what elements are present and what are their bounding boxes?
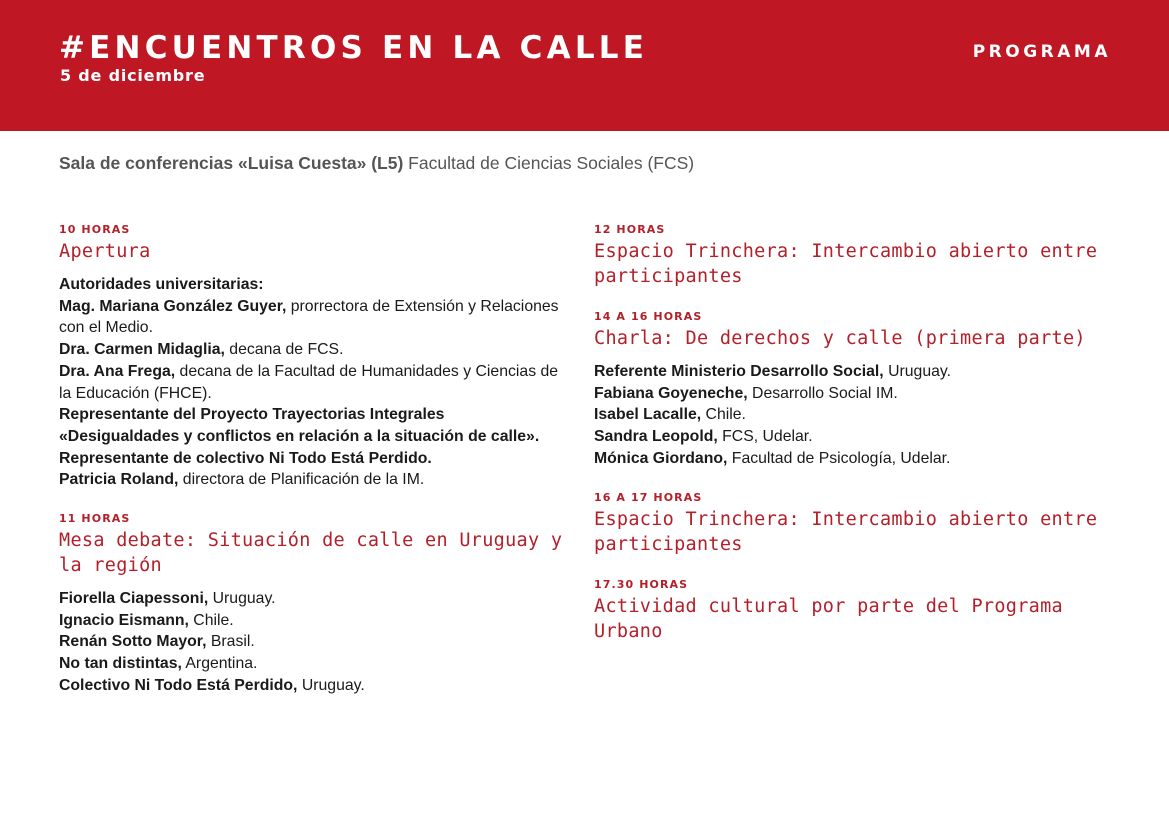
schedule-block bbox=[594, 490, 1134, 557]
speaker-name: Sandra Leopold, bbox=[594, 428, 718, 446]
speaker-line bbox=[59, 448, 569, 470]
speaker-name: Mag. Mariana González Guyer, bbox=[59, 297, 287, 315]
session-title: Espacio Trinchera: Intercambio abierto entre participantes bbox=[594, 241, 1098, 287]
speaker-name: Isabel Lacalle, bbox=[594, 406, 702, 424]
speaker-name: Fiorella Ciapessoni, bbox=[59, 590, 209, 608]
venue-line bbox=[59, 151, 694, 175]
speaker-line bbox=[59, 675, 569, 697]
session-time: 12 HORAS bbox=[594, 223, 666, 236]
speaker-line bbox=[59, 631, 569, 653]
speaker-role: Chile. bbox=[188, 611, 234, 629]
speaker-role: Brasil. bbox=[206, 633, 255, 651]
speaker-line bbox=[594, 361, 1134, 383]
speaker-line bbox=[59, 296, 569, 339]
speaker-name: Ignacio Eismann, bbox=[59, 611, 189, 629]
speaker-role: Chile. bbox=[701, 406, 746, 424]
speaker-role: directora de Planificación de la IM. bbox=[178, 471, 425, 489]
program-label: PROGRAMA bbox=[972, 42, 1111, 62]
speaker-line bbox=[594, 383, 1134, 405]
speaker-name: Dra. Carmen Midaglia, bbox=[59, 341, 225, 359]
speaker-name: Mónica Giordano, bbox=[594, 449, 728, 467]
session-time: 11 HORAS bbox=[59, 512, 131, 526]
schedule-column-left bbox=[59, 222, 569, 717]
session-title: Espacio Trinchera: Intercambio abierto entre participantes bbox=[594, 508, 1098, 555]
speaker-line bbox=[59, 588, 569, 610]
speaker-name: Colectivo Ni Todo Está Perdido, bbox=[59, 676, 298, 694]
speaker-role: Uruguay. bbox=[883, 363, 952, 380]
speaker-name: Dra. Ana Frega, bbox=[59, 362, 176, 380]
venue-name: Sala de conferencias «Luisa Cuesta» (L5) bbox=[59, 153, 404, 173]
speaker-line bbox=[59, 361, 569, 404]
speaker-name: No tan distintas, bbox=[59, 655, 182, 673]
venue-faculty: Facultad de Ciencias Sociales (FCS) bbox=[403, 153, 695, 173]
schedule-block bbox=[59, 511, 569, 697]
speaker-role: decana de la Facultad de Humanidades y Ciencias de la Educación (FHCE). bbox=[59, 362, 559, 402]
speaker-line bbox=[594, 426, 1134, 448]
speaker-name: Patricia Roland, bbox=[59, 471, 179, 489]
speaker-role: decana de FCS. bbox=[224, 341, 344, 359]
session-time: 10 HORAS bbox=[59, 223, 131, 236]
schedule-block bbox=[594, 577, 1134, 644]
speaker-line bbox=[59, 404, 569, 447]
header-banner bbox=[0, 0, 1169, 131]
schedule-block bbox=[594, 309, 1134, 470]
session-title: Mesa debate: Situación de calle en Uruguay y la región bbox=[59, 530, 563, 577]
speaker-line bbox=[59, 274, 569, 296]
schedule-column-right bbox=[594, 222, 1134, 664]
speaker-name: Fabiana Goyeneche, bbox=[594, 384, 748, 402]
session-title: Apertura bbox=[59, 241, 151, 262]
session-title: Actividad cultural por parte del Programa Urbano bbox=[594, 595, 1063, 642]
speaker-line bbox=[594, 448, 1134, 470]
event-date: 5 de diciembre bbox=[60, 66, 206, 85]
speaker-role: Facultad de Psicología, Udelar. bbox=[727, 449, 951, 467]
session-time: 16 A 17 HORAS bbox=[594, 490, 703, 504]
session-time: 14 A 16 HORAS bbox=[594, 310, 703, 323]
speaker-role: Desarrollo Social IM. bbox=[747, 384, 898, 402]
speaker-role: prorrectora de Extensión y Relaciones con el Medio. bbox=[59, 297, 559, 337]
speaker-role: Uruguay. bbox=[297, 676, 365, 694]
speaker-name: Autoridades universitarias: bbox=[59, 276, 264, 293]
speaker-line bbox=[59, 653, 569, 675]
speaker-line bbox=[59, 610, 569, 632]
speaker-role: FCS, Udelar. bbox=[717, 428, 813, 446]
speaker-name: Representante del Proyecto Trayectorias Integrales «Desigualdades y conflictos en relación a la situación de calle». bbox=[59, 406, 540, 445]
speaker-name: Representante de colectivo Ni Todo Está Perdido. bbox=[59, 449, 432, 467]
speaker-list bbox=[59, 588, 569, 697]
schedule-block bbox=[59, 222, 569, 491]
session-title: Charla: De derechos y calle (primera parte) bbox=[594, 328, 1086, 349]
speaker-list bbox=[59, 274, 569, 491]
session-time: 17.30 HORAS bbox=[594, 577, 689, 591]
speaker-line bbox=[59, 339, 569, 361]
speaker-list bbox=[594, 361, 1134, 470]
schedule-block bbox=[594, 222, 1134, 289]
speaker-role: Uruguay. bbox=[208, 590, 276, 608]
speaker-name: Referente Ministerio Desarrollo Social, bbox=[594, 363, 884, 380]
speaker-role: Argentina. bbox=[181, 655, 258, 673]
speaker-name: Renán Sotto Mayor, bbox=[59, 633, 207, 651]
page-title: #ENCUENTROS EN LA CALLE bbox=[59, 30, 649, 66]
speaker-line bbox=[594, 404, 1134, 426]
speaker-line bbox=[59, 469, 569, 491]
